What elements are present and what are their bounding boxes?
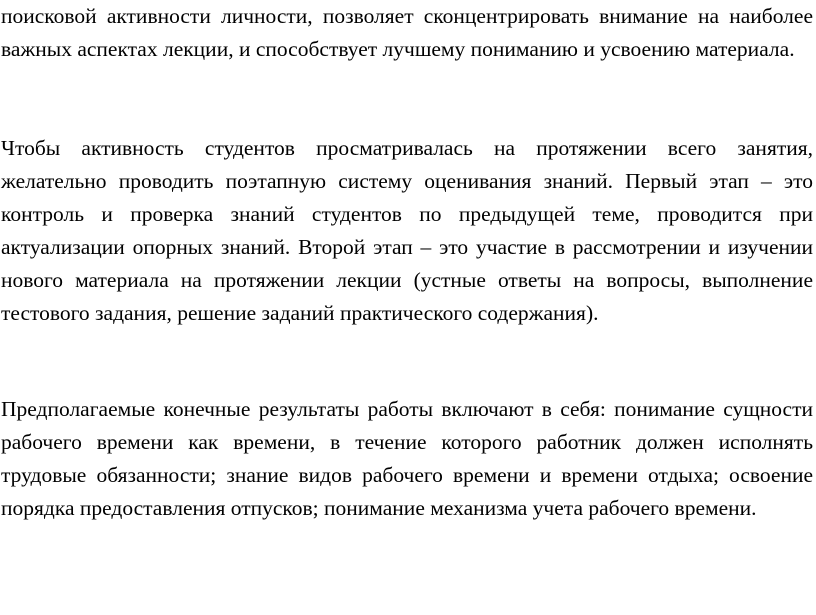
paragraph-3: Предполагаемые конечные результаты работы включают в себя: понимание сущности рабочего времени как времени, в течение которого работник должен исполнять трудовые обязанности; знание видов рабочего времени и времени отдыха; освоение порядка предоставления отпусков; понимание механизма учета рабочего времени. (1, 397, 813, 520)
paragraph-2: Чтобы активность студентов просматривалась на протяжении всего занятия, желательно проводить поэтапную систему оценивания знаний. Первый этап – это контроль и проверка знаний студентов по предыдущей теме, проводится при актуализации опорных знаний. Второй этап – это участие в рассмотрении и изучении нового материала на протяжении лекции (устные ответы на вопросы, выполнение тестового задания, решение заданий практического содержания). (1, 136, 813, 325)
paragraph-1: поисковой активности личности, позволяет сконцентрировать внимание на наиболее важных аспектах лекции, и способствует лучшему пониманию и усвоению материала. (1, 4, 813, 61)
